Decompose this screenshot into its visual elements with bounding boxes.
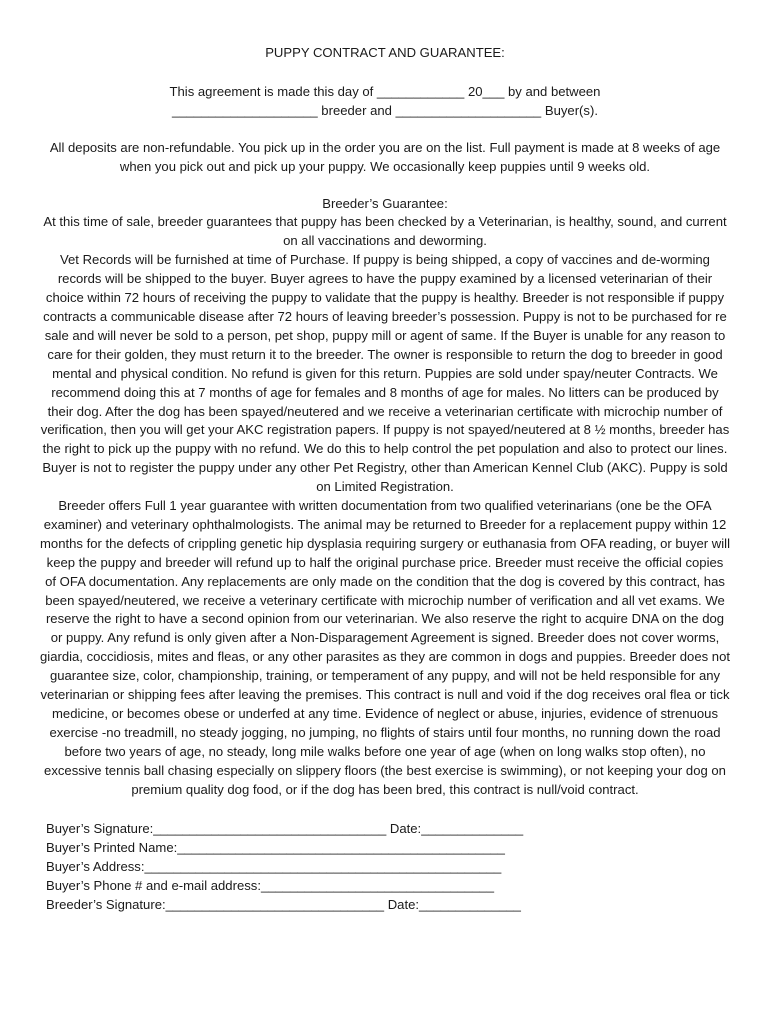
- spacer: [40, 63, 730, 83]
- breeder-signature-field[interactable]: Breeder’s Signature:______________________________ Date:______________: [46, 896, 521, 912]
- agreement-line-2: ____________________ breeder and ____________________ Buyer(s).: [172, 102, 598, 118]
- buyer-printed-name-field[interactable]: Buyer’s Printed Name:_____________________________________________: [46, 839, 505, 855]
- signature-block: [40, 820, 730, 915]
- buyer-signature-field[interactable]: Buyer’s Signature:________________________________ Date:______________: [46, 820, 524, 836]
- agreement-line-1: This agreement is made this day of ____________ 20___ by and between: [169, 83, 601, 99]
- spacer: [40, 121, 730, 139]
- guarantee-paragraph-1: At this time of sale, breeder guarantees that puppy has been checked by a Veterinarian, is healthy, sound, and current on all vaccinations and deworming.: [43, 214, 727, 249]
- guarantee-paragraph-3: Breeder offers Full 1 year guarantee with written documentation from two qualified veterinarians (one be the OFA examiner) and veterinary ophthalmologists. The animal may be returned to Breeder for a replacement puppy within 12 months for the defects of crippling genetic hip dysplasia requiring surgery or euthanasia from OFA reading, or buyer will keep the puppy and breeder will refund up to half the original purchase price. Breeder must receive the official copies of OFA documentation. Any replacements are only made on the condition that the dog is covered by this contract, has been spayed/neutered, we receive a veterinary certificate with microchip number of verification and all vet exams. We reserve the right to have a second opinion from our veterinarian. We also reserve the right to acquire DNA on the dog or puppy. Any refund is only given after a Non-Disparagement Agreement is signed. Breeder does not cover worms, giardia, coccidiosis, mites and fleas, or any other parasites as they are common in dogs and puppies. Breeder does not guarantee size, color, championship, training, or temperament of any puppy, and will not be held responsible for any veterinarian or shipping fees after leaving the premises. This contract is null and void if the dog receives oral flea or tick medicine, or becomes obese or underfed at any time. Evidence of neglect or abuse, injuries, evidence of strenuous exercise -no treadmill, no steady jogging, no jumping, no flights of stairs until four months, no running down the road before two years of age, no steady, long mile walks before one year of age (when on long walks stop often), no excessive tennis ball chasing especially on slippery floors (the best exercise is swimming), or not keeping your dog on premium quality dog food, or if the dog has been bred, this contract is null/void contract.: [40, 498, 730, 797]
- guarantee-paragraph-2: Vet Records will be furnished at time of Purchase. If puppy is being shipped, a copy of vaccines and de-worming records will be shipped to the buyer. Buyer agrees to have the puppy examined by a licensed veterinarian of their choice within 72 hours of receiving the puppy to validate that the puppy is healthy. Breeder is not responsible if puppy contracts a communicable disease after 72 hours of leaving breeder’s possession. Puppy is not to be purchased for re sale and will never be sold to a person, pet shop, puppy mill or agent of same. If the Buyer is unable for any reason to care for their golden, they must return it to the breeder. The owner is responsible to return the dog to breeder in good mental and physical condition. No refund is given for this return. Puppies are sold under spay/neuter Contracts. We recommend doing this at 7 months of age for females and 8 months of age for males. No litters can be produced by their dog. After the dog has been spayed/neutered and we receive a veterinarian certificate with microchip number of verification, then you will get your AKC registration papers. If puppy is not spayed/neutered at 8 ½ months, breeder has the right to pick up the puppy with no refund. We do this to help control the pet population and also to protect our lines. Buyer is not to register the puppy under any other Pet Registry, other than American Kennel Club (AKC). Puppy is sold on Limited Registration.: [40, 252, 730, 495]
- guarantee-heading: Breeder’s Guarantee:: [322, 195, 448, 211]
- contract-title: PUPPY CONTRACT AND GUARANTEE:: [265, 45, 505, 60]
- spacer: [40, 177, 730, 195]
- buyer-address-field[interactable]: Buyer’s Address:_________________________________________________: [46, 858, 502, 874]
- buyer-contact-field[interactable]: Buyer’s Phone # and e-mail address:________________________________: [46, 877, 494, 893]
- deposits-paragraph: All deposits are non-refundable. You pick up in the order you are on the list. Full payment is made at 8 weeks of age when you pick out and pick up your puppy. We occasionally keep puppies until 9 weeks old.: [49, 139, 721, 174]
